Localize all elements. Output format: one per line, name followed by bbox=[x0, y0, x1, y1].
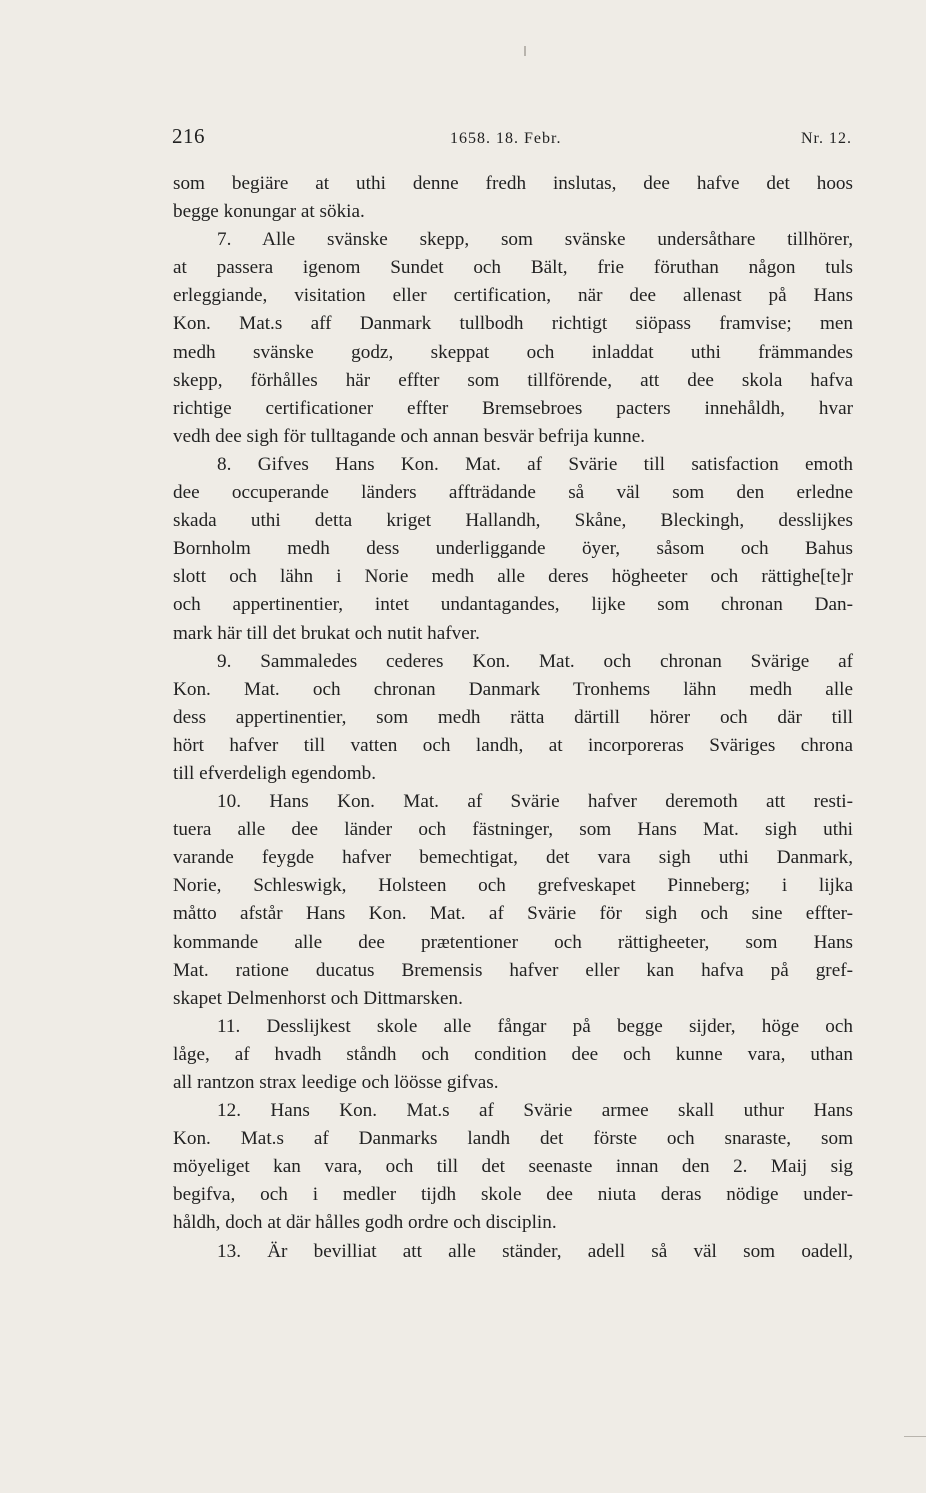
text-line: begifva, och i medler tijdh skole dee niuta deras nödige under- bbox=[173, 1184, 853, 1206]
text-line: Bornholm medh dess underliggande öyer, såsom och Bahus bbox=[173, 538, 853, 560]
text-line: begge konungar at sökia. bbox=[173, 201, 365, 223]
text-line: Mat. ratione ducatus Bremensis hafver eller kan hafva på gref- bbox=[173, 959, 853, 981]
text-line: håldh, doch at där hålles godh ordre och disciplin. bbox=[173, 1212, 557, 1234]
text-line: skepp, förhålles här effter som tillförende, att dee skola hafva bbox=[173, 369, 853, 391]
text-line: måtto afstår Hans Kon. Mat. af Svärie för sigh och sine effter- bbox=[173, 903, 853, 925]
text-line: 13. Är bevilliat att alle ständer, adell så väl som oadell, bbox=[217, 1240, 853, 1262]
text-line: 12. Hans Kon. Mat.s af Svärie armee skall uthur Hans bbox=[217, 1100, 853, 1122]
document-number: Nr. 12. bbox=[801, 130, 852, 147]
text-line: till efverdeligh egendomb. bbox=[173, 762, 377, 784]
document-date: 1658. 18. Febr. bbox=[450, 130, 562, 147]
text-line: Kon. Mat.s aff Danmark tullbodh richtigt siöpass framvise; men bbox=[173, 313, 853, 335]
text-line: 11. Desslijkest skole alle fångar på begge sijder, höge och bbox=[217, 1015, 853, 1037]
text-line: dess appertinentier, som medh rätta därtill hörer och där till bbox=[173, 706, 853, 728]
text-line: vedh dee sigh för tulltagande och annan besvär befrija kunne. bbox=[173, 425, 646, 447]
text-line: erleggiande, visitation eller certification, när dee allenast på Hans bbox=[173, 285, 853, 307]
text-line: tuera alle dee länder och fästninger, som Hans Mat. sigh uthi bbox=[173, 819, 853, 841]
scan-mark-right bbox=[904, 1436, 926, 1437]
page-header bbox=[172, 124, 852, 154]
text-line: 7. Alle svänske skepp, som svänske undersåthare tillhörer, bbox=[217, 229, 853, 251]
text-line: richtige certificationer effter Bremsebroes pacters innehåldh, hvar bbox=[173, 397, 853, 419]
text-line: Kon. Mat. och chronan Danmark Tronhems lähn medh alle bbox=[173, 678, 853, 700]
text-line: skada uthi detta kriget Hallandh, Skåne, Bleckingh, desslijkes bbox=[173, 510, 853, 532]
text-line: Norie, Schleswigk, Holsteen och grefveskapet Pinneberg; i lijka bbox=[173, 875, 853, 897]
text-line: kommande alle dee prætentioner och rättigheeter, som Hans bbox=[173, 931, 853, 953]
text-line: medh svänske godz, skeppat och inladdat uthi främmandes bbox=[173, 341, 853, 363]
text-line: slott och lähn i Norie medh alle deres högheeter och rättighe[te]r bbox=[173, 566, 853, 588]
scan-mark-top bbox=[524, 46, 526, 56]
text-line: som begiäre at uthi denne fredh inslutas, dee hafve det hoos bbox=[173, 173, 853, 194]
page-number: 216 bbox=[172, 124, 205, 148]
text-line: mark här till det brukat och nutit hafver. bbox=[173, 622, 480, 644]
text-line: 9. Sammaledes cederes Kon. Mat. och chronan Svärige af bbox=[217, 650, 853, 672]
text-line: 8. Gifves Hans Kon. Mat. af Svärie till satisfaction emoth bbox=[217, 453, 853, 475]
text-line: och appertinentier, intet undantagandes, lijke som chronan Dan- bbox=[173, 594, 853, 616]
text-line: all rantzon strax leedige och löösse gifvas. bbox=[173, 1072, 499, 1093]
text-line: möyeliget kan vara, och till det seenaste innan den 2. Maij sig bbox=[173, 1156, 853, 1178]
text-line: Kon. Mat.s af Danmarks landh det förste och snaraste, som bbox=[173, 1128, 853, 1150]
text-line: låge, af hvadh ståndh och condition dee och kunne vara, uthan bbox=[173, 1043, 853, 1065]
text-line: at passera igenom Sundet och Bält, frie föruthan någon tuls bbox=[173, 257, 853, 279]
text-line: 10. Hans Kon. Mat. af Svärie hafver deremoth att resti- bbox=[217, 791, 853, 813]
text-line: skapet Delmenhorst och Dittmarsken. bbox=[173, 987, 463, 1009]
text-line: dee occuperande länders affträdande så väl som den erledne bbox=[173, 482, 853, 504]
text-line: hört hafver till vatten och landh, at incorporeras Sväriges chrona bbox=[173, 734, 853, 756]
body-text bbox=[173, 170, 853, 1266]
text-line: varande feygde hafver bemechtigat, det vara sigh uthi Danmark, bbox=[173, 847, 853, 869]
